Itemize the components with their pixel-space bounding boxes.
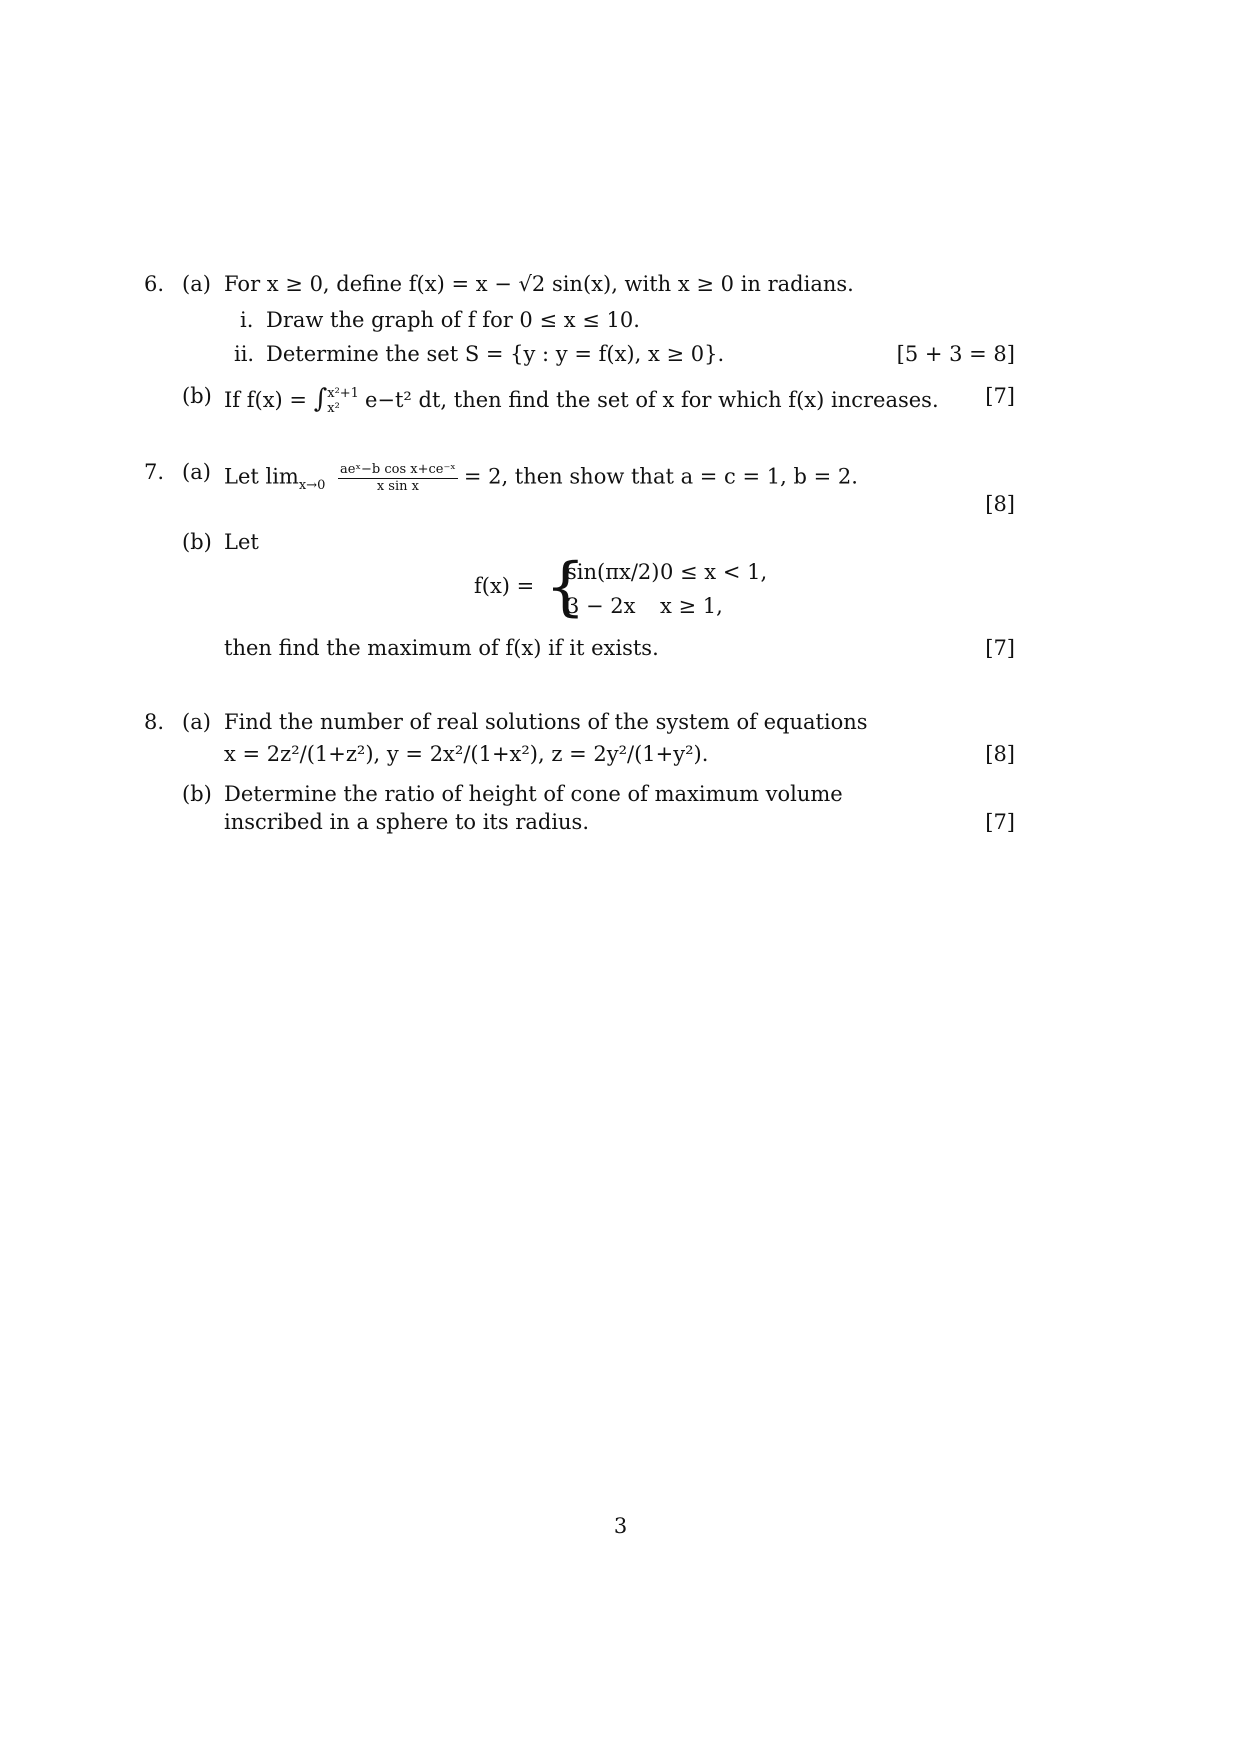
piecewise-case-2-cond: x ≥ 1, xyxy=(660,594,723,618)
question-7a-text-start: Let lim xyxy=(224,464,299,489)
piecewise-case-2-expr: 3 − 2x xyxy=(566,594,636,618)
question-7b-marks: [7] xyxy=(985,636,1015,660)
question-6a-ii-text: Determine the set S = {y : y = f(x), x ≥ 0}. xyxy=(266,342,725,366)
question-7b-text: Let xyxy=(224,530,259,554)
piecewise-lhs: f(x) = xyxy=(474,574,535,598)
page-number: 3 xyxy=(613,1514,628,1538)
question-7b-followup: then find the maximum of f(x) if it exists. xyxy=(224,636,659,660)
question-7b-label: (b) xyxy=(182,530,212,554)
integral-upper-limit: x²+1 xyxy=(327,386,359,402)
piecewise-brace: { xyxy=(545,550,586,624)
question-7-number: 7. xyxy=(144,460,165,484)
question-6b-text-start: If f(x) = xyxy=(224,388,314,412)
question-6b-integrand: e−t² dt, then find the set of x for which f(x) increases. xyxy=(364,388,939,412)
piecewise-case-1-expr: sin(πx/2) xyxy=(566,560,660,584)
question-7a-text xyxy=(224,462,858,494)
question-8-number: 8. xyxy=(144,710,165,734)
question-6b-text xyxy=(224,386,939,416)
fraction-denominator: x sin x xyxy=(376,478,419,494)
question-8b-label: (b) xyxy=(182,782,212,806)
question-7a-label: (a) xyxy=(182,460,211,484)
question-8a-text: Find the number of real solutions of the system of equations xyxy=(224,710,868,734)
question-8a-marks: [8] xyxy=(985,742,1015,766)
integral-sign: ∫ xyxy=(313,384,328,414)
question-8a-label: (a) xyxy=(182,710,211,734)
question-6b-label: (b) xyxy=(182,384,212,408)
fraction-numerator: aeˣ−b cos x+ce⁻ˣ xyxy=(340,462,456,477)
integral-lower-limit: x² xyxy=(327,400,340,416)
question-7a-text-end: = 2, then show that a = c = 1, b = 2. xyxy=(463,464,858,489)
limit-fraction xyxy=(338,462,458,494)
question-6a-i-label: i. xyxy=(240,308,254,332)
integral-limits xyxy=(327,387,359,416)
limit-subscript: x→0 xyxy=(298,477,326,493)
question-8b-text-line1: Determine the ratio of height of cone of maximum volume xyxy=(224,782,843,806)
question-8a-equation: x = 2z²/(1+z²), y = 2x²/(1+x²), z = 2y²/(1+y²). xyxy=(224,742,709,766)
question-7a-marks: [8] xyxy=(985,492,1015,516)
question-8b-text-line2: inscribed in a sphere to its radius. xyxy=(224,810,590,834)
question-6a-i-text: Draw the graph of f for 0 ≤ x ≤ 10. xyxy=(266,308,640,332)
question-6-number: 6. xyxy=(144,272,165,296)
piecewise-case-1-cond: 0 ≤ x < 1, xyxy=(660,560,768,584)
question-6a-ii-label: ii. xyxy=(234,342,255,366)
question-6a-label: (a) xyxy=(182,272,211,296)
question-6a-text: For x ≥ 0, define f(x) = x − √2 sin(x), with x ≥ 0 in radians. xyxy=(224,272,854,296)
question-8b-marks: [7] xyxy=(985,810,1015,834)
question-6b-marks: [7] xyxy=(985,384,1015,408)
question-6a-marks: [5 + 3 = 8] xyxy=(896,342,1015,366)
